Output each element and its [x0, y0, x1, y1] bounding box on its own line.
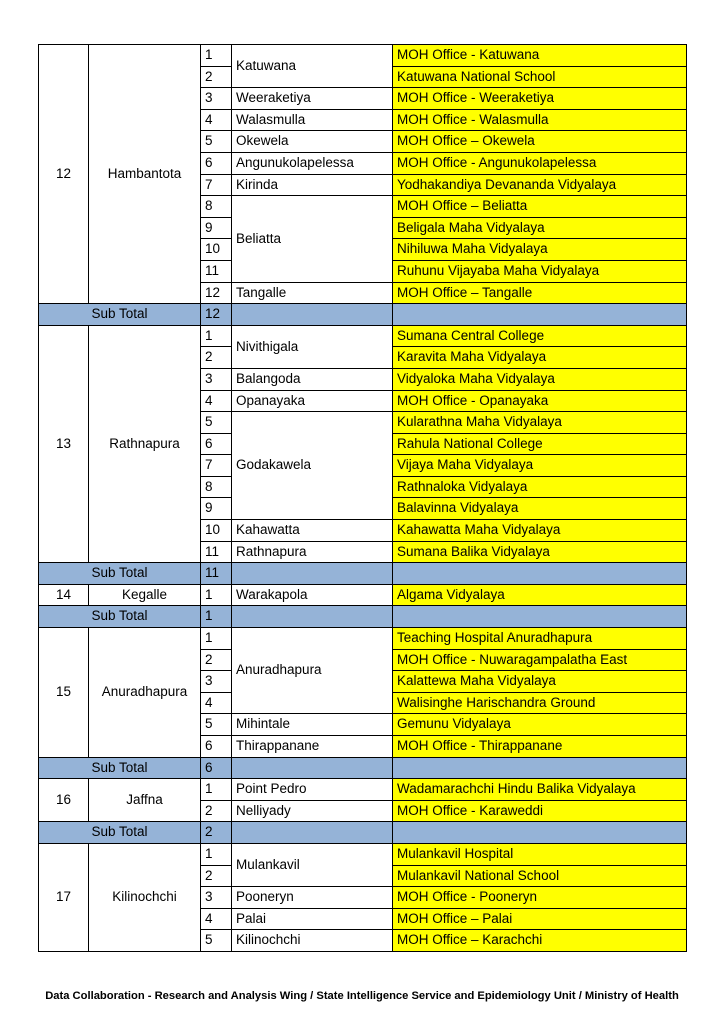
- subtotal-value: 6: [201, 757, 232, 779]
- subtotal-row: [39, 757, 687, 779]
- vaccination-center: MOH Office – Okewela: [393, 131, 687, 153]
- subtotal-empty-cell: [393, 606, 687, 628]
- table-row: [39, 325, 687, 347]
- row-index: 4: [201, 390, 232, 412]
- district-number: 13: [39, 325, 89, 563]
- moh-area: Angunukolapelessa: [232, 152, 393, 174]
- district-number: 15: [39, 628, 89, 758]
- moh-area: Rathnapura: [232, 541, 393, 563]
- subtotal-empty-cell: [232, 563, 393, 585]
- vaccination-center: MOH Office - Angunukolapelessa: [393, 152, 687, 174]
- vaccination-center: Sumana Central College: [393, 325, 687, 347]
- vaccination-center: Ruhunu Vijayaba Maha Vidyalaya: [393, 260, 687, 282]
- row-index: 10: [201, 239, 232, 261]
- vaccination-center: Nihiluwa Maha Vidyalaya: [393, 239, 687, 261]
- vaccination-center: MOH Office - Opanayaka: [393, 390, 687, 412]
- subtotal-label: Sub Total: [39, 822, 201, 844]
- subtotal-row: [39, 606, 687, 628]
- subtotal-row: [39, 822, 687, 844]
- vaccination-center: MOH Office – Tangalle: [393, 282, 687, 304]
- moh-area: Okewela: [232, 131, 393, 153]
- subtotal-label: Sub Total: [39, 757, 201, 779]
- district-name: Kilinochchi: [89, 843, 201, 951]
- table-row: [39, 779, 687, 801]
- vaccination-center: MOH Office – Palai: [393, 908, 687, 930]
- vaccination-center: MOH Office - Walasmulla: [393, 109, 687, 131]
- row-index: 9: [201, 217, 232, 239]
- row-index: 4: [201, 908, 232, 930]
- vaccination-center: Gemunu Vidyalaya: [393, 714, 687, 736]
- moh-area: Nelliyady: [232, 800, 393, 822]
- moh-area: Warakapola: [232, 584, 393, 606]
- row-index: 2: [201, 865, 232, 887]
- subtotal-empty-cell: [393, 757, 687, 779]
- row-index: 2: [201, 800, 232, 822]
- vaccination-center: MOH Office – Beliatta: [393, 196, 687, 218]
- moh-area: Pooneryn: [232, 887, 393, 909]
- subtotal-value: 1: [201, 606, 232, 628]
- vaccination-centers-table: [38, 44, 687, 952]
- district-name: Rathnapura: [89, 325, 201, 563]
- vaccination-center: Teaching Hospital Anuradhapura: [393, 628, 687, 650]
- district-number: 14: [39, 584, 89, 606]
- vaccination-center: Mulankavil National School: [393, 865, 687, 887]
- district-name: Hambantota: [89, 45, 201, 304]
- vaccination-center: Yodhakandiya Devananda Vidyalaya: [393, 174, 687, 196]
- subtotal-value: 11: [201, 563, 232, 585]
- row-index: 11: [201, 260, 232, 282]
- district-name: Kegalle: [89, 584, 201, 606]
- moh-area: Anuradhapura: [232, 628, 393, 714]
- row-index: 4: [201, 109, 232, 131]
- vaccination-center: Wadamarachchi Hindu Balika Vidyalaya: [393, 779, 687, 801]
- vaccination-center: MOH Office – Karachchi: [393, 930, 687, 952]
- subtotal-empty-cell: [393, 304, 687, 326]
- district-number: 17: [39, 843, 89, 951]
- moh-area: Balangoda: [232, 368, 393, 390]
- vaccination-center: MOH Office - Katuwana: [393, 45, 687, 67]
- vaccination-center: Walisinghe Harischandra Ground: [393, 692, 687, 714]
- row-index: 10: [201, 520, 232, 542]
- row-index: 1: [201, 325, 232, 347]
- vaccination-center: Mulankavil Hospital: [393, 843, 687, 865]
- moh-area: Beliatta: [232, 196, 393, 282]
- district-name: Jaffna: [89, 779, 201, 822]
- vaccination-center: Vidyaloka Maha Vidyalaya: [393, 368, 687, 390]
- subtotal-empty-cell: [232, 606, 393, 628]
- subtotal-empty-cell: [232, 757, 393, 779]
- moh-area: Godakawela: [232, 412, 393, 520]
- vaccination-center: Kularathna Maha Vidyalaya: [393, 412, 687, 434]
- vaccination-center: MOH Office - Pooneryn: [393, 887, 687, 909]
- row-index: 1: [201, 628, 232, 650]
- moh-area: Palai: [232, 908, 393, 930]
- row-index: 1: [201, 779, 232, 801]
- subtotal-value: 12: [201, 304, 232, 326]
- moh-area: Tangalle: [232, 282, 393, 304]
- vaccination-center: Rathnaloka Vidyalaya: [393, 476, 687, 498]
- subtotal-label: Sub Total: [39, 606, 201, 628]
- vaccination-center: Kahawatta Maha Vidyalaya: [393, 520, 687, 542]
- row-index: 3: [201, 887, 232, 909]
- row-index: 3: [201, 671, 232, 693]
- subtotal-value: 2: [201, 822, 232, 844]
- vaccination-center: MOH Office - Nuwaragampalatha East: [393, 649, 687, 671]
- vaccination-center: Algama Vidyalaya: [393, 584, 687, 606]
- row-index: 5: [201, 714, 232, 736]
- vaccination-center: MOH Office - Thirappanane: [393, 736, 687, 758]
- subtotal-empty-cell: [232, 822, 393, 844]
- vaccination-center: Kalattewa Maha Vidyalaya: [393, 671, 687, 693]
- row-index: 2: [201, 649, 232, 671]
- row-index: 12: [201, 282, 232, 304]
- moh-area: Weeraketiya: [232, 88, 393, 110]
- moh-area: Walasmulla: [232, 109, 393, 131]
- subtotal-row: [39, 304, 687, 326]
- row-index: 5: [201, 131, 232, 153]
- vaccination-center: Vijaya Maha Vidyalaya: [393, 455, 687, 477]
- district-name: Anuradhapura: [89, 628, 201, 758]
- row-index: 6: [201, 152, 232, 174]
- table-body: [39, 45, 687, 952]
- moh-area: Katuwana: [232, 45, 393, 88]
- moh-area: Kirinda: [232, 174, 393, 196]
- moh-area: Mihintale: [232, 714, 393, 736]
- subtotal-label: Sub Total: [39, 304, 201, 326]
- row-index: 3: [201, 88, 232, 110]
- vaccination-center: Rahula National College: [393, 433, 687, 455]
- row-index: 9: [201, 498, 232, 520]
- row-index: 1: [201, 45, 232, 67]
- vaccination-center: Katuwana National School: [393, 66, 687, 88]
- row-index: 6: [201, 433, 232, 455]
- district-number: 12: [39, 45, 89, 304]
- row-index: 6: [201, 736, 232, 758]
- moh-area: Kilinochchi: [232, 930, 393, 952]
- row-index: 1: [201, 584, 232, 606]
- page-footer: Data Collaboration - Research and Analysis Wing / State Intelligence Service and Epidemiology Unit / Ministry of Health: [45, 990, 679, 1002]
- row-index: 5: [201, 930, 232, 952]
- row-index: 2: [201, 66, 232, 88]
- table-row: [39, 45, 687, 67]
- moh-area: Thirappanane: [232, 736, 393, 758]
- row-index: 8: [201, 476, 232, 498]
- subtotal-empty-cell: [393, 822, 687, 844]
- subtotal-empty-cell: [232, 304, 393, 326]
- subtotal-empty-cell: [393, 563, 687, 585]
- row-index: 11: [201, 541, 232, 563]
- moh-area: Mulankavil: [232, 843, 393, 886]
- moh-area: Kahawatta: [232, 520, 393, 542]
- subtotal-row: [39, 563, 687, 585]
- vaccination-center: Balavinna Vidyalaya: [393, 498, 687, 520]
- moh-area: Opanayaka: [232, 390, 393, 412]
- table-row: [39, 843, 687, 865]
- vaccination-center: Beligala Maha Vidyalaya: [393, 217, 687, 239]
- row-index: 4: [201, 692, 232, 714]
- row-index: 1: [201, 843, 232, 865]
- district-number: 16: [39, 779, 89, 822]
- row-index: 7: [201, 174, 232, 196]
- table-row: [39, 628, 687, 650]
- moh-area: Point Pedro: [232, 779, 393, 801]
- row-index: 7: [201, 455, 232, 477]
- vaccination-center: MOH Office - Karaweddi: [393, 800, 687, 822]
- table-row: [39, 584, 687, 606]
- vaccination-center: MOH Office - Weeraketiya: [393, 88, 687, 110]
- vaccination-center: Sumana Balika Vidyalaya: [393, 541, 687, 563]
- row-index: 3: [201, 368, 232, 390]
- moh-area: Nivithigala: [232, 325, 393, 368]
- subtotal-label: Sub Total: [39, 563, 201, 585]
- row-index: 8: [201, 196, 232, 218]
- row-index: 5: [201, 412, 232, 434]
- row-index: 2: [201, 347, 232, 369]
- vaccination-center: Karavita Maha Vidyalaya: [393, 347, 687, 369]
